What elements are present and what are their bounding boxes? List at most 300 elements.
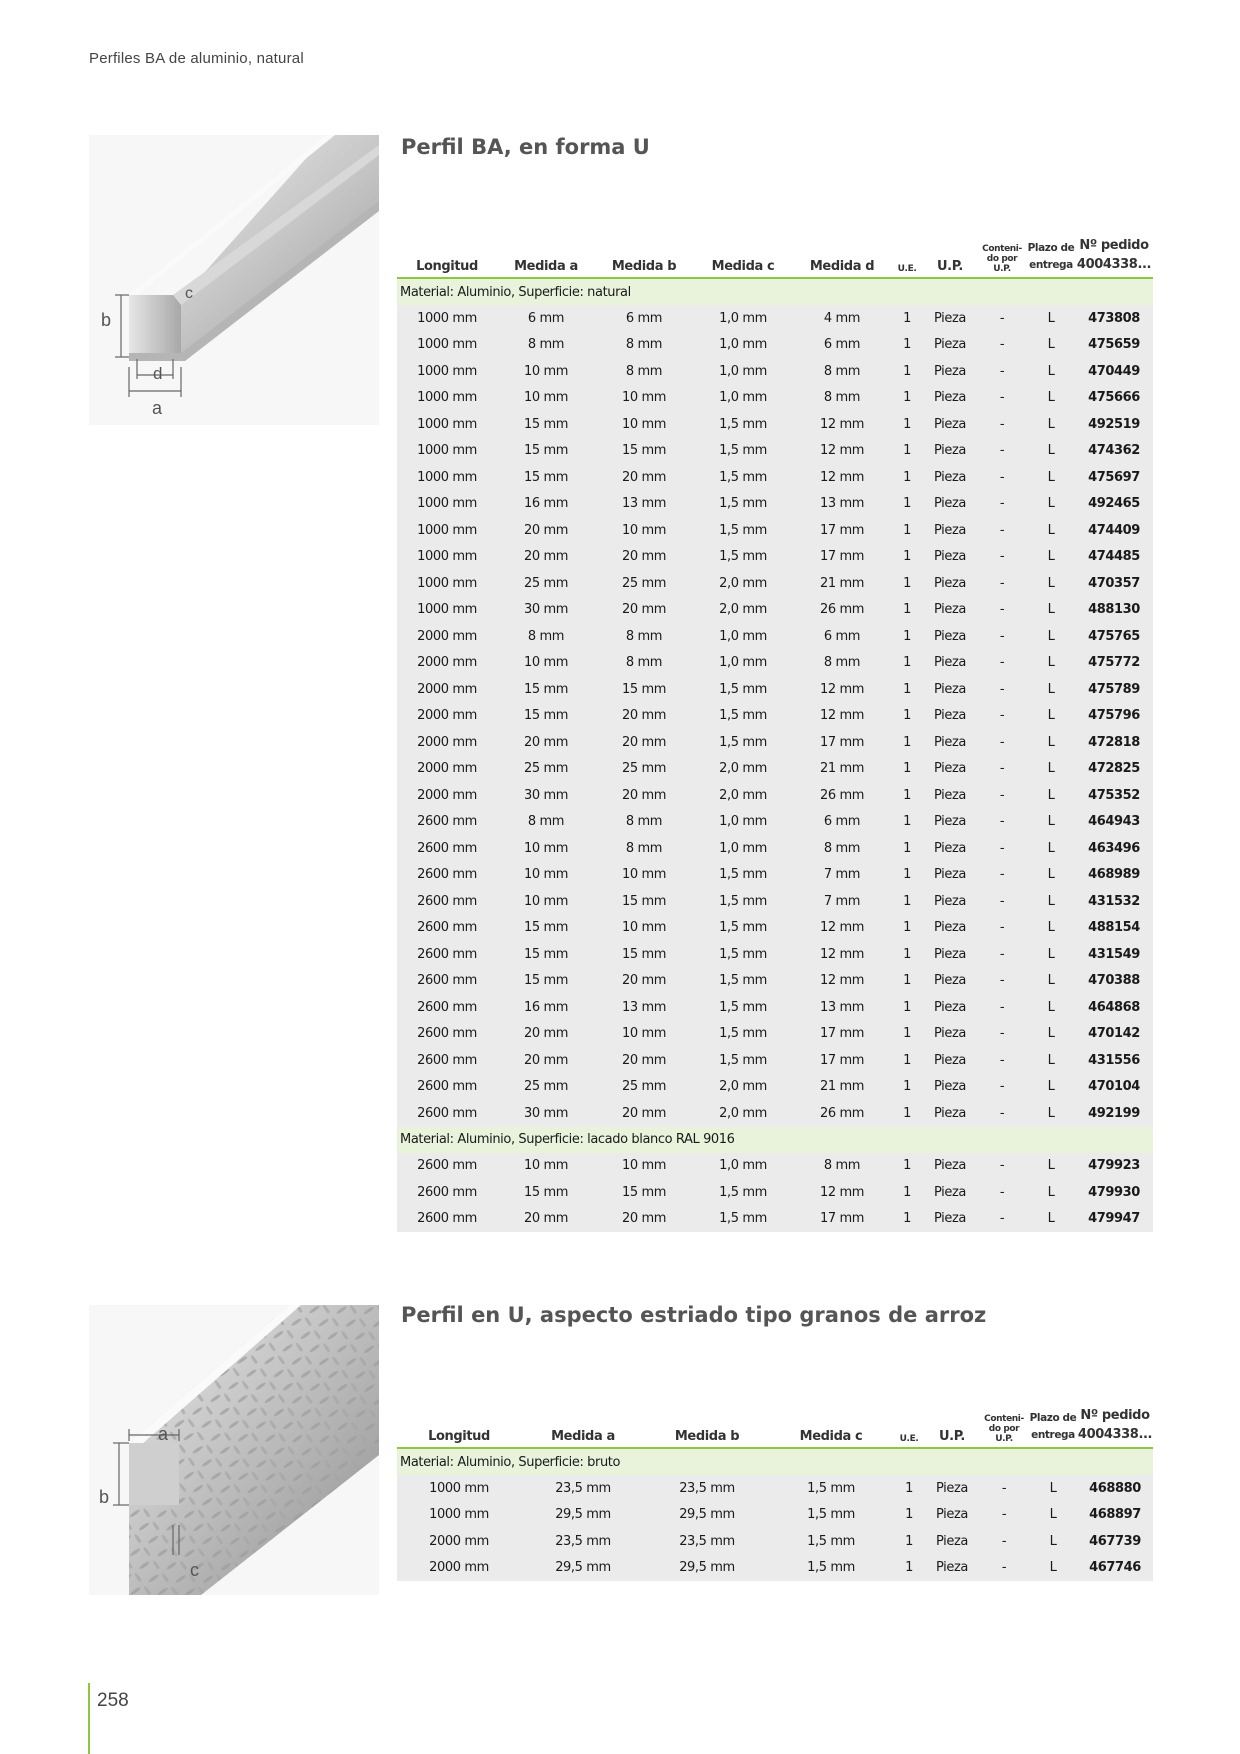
diagram-label-a: a <box>152 398 163 418</box>
table-cell: 20 mm <box>595 597 693 624</box>
table-row <box>397 782 1153 809</box>
table-cell: L <box>1027 809 1075 836</box>
table-cell: 1 <box>891 676 923 703</box>
table-cell: 8 mm <box>497 623 595 650</box>
table-cell: 1 <box>891 915 923 942</box>
table-row <box>397 411 1153 438</box>
order-number-cell: 470142 <box>1075 1021 1153 1048</box>
table-cell: 25 mm <box>497 570 595 597</box>
table-cell: L <box>1027 570 1075 597</box>
material-row <box>397 278 1153 305</box>
table-cell: L <box>1029 1475 1077 1502</box>
table-cell: 1000 mm <box>397 438 497 465</box>
table-cell: Pieza <box>923 676 977 703</box>
table-cell: 8 mm <box>793 650 891 677</box>
table-cell: 1,5 mm <box>693 411 793 438</box>
col-pedido <box>1077 1406 1153 1448</box>
table-cell: 12 mm <box>793 968 891 995</box>
col-plazo <box>1027 236 1075 278</box>
table-cell: 20 mm <box>595 729 693 756</box>
table-cell: Pieza <box>923 544 977 571</box>
table-cell: - <box>977 650 1027 677</box>
table-row <box>397 1555 1153 1582</box>
table-cell: 1,5 mm <box>769 1528 893 1555</box>
table-cell: 1 <box>891 994 923 1021</box>
table-cell: 6 mm <box>793 332 891 359</box>
table-cell: 1,5 mm <box>693 517 793 544</box>
order-number-cell: 488154 <box>1075 915 1153 942</box>
table-row <box>397 1206 1153 1233</box>
table-row <box>397 491 1153 518</box>
table-cell: 1000 mm <box>397 332 497 359</box>
table-cell: L <box>1027 941 1075 968</box>
table-cell: 20 mm <box>497 729 595 756</box>
order-number-cell: 479923 <box>1075 1153 1153 1180</box>
table-cell: 1,0 mm <box>693 623 793 650</box>
table-row <box>397 305 1153 332</box>
table-cell: 2600 mm <box>397 1206 497 1233</box>
table-cell: 1,5 mm <box>693 968 793 995</box>
table-cell: 2600 mm <box>397 941 497 968</box>
table-row <box>397 385 1153 412</box>
table-cell: 1 <box>893 1528 925 1555</box>
table-cell: 2600 mm <box>397 835 497 862</box>
table-cell: Pieza <box>925 1475 979 1502</box>
col-medida-c: Medida c <box>769 1406 893 1448</box>
table-cell: 1,0 mm <box>693 358 793 385</box>
table-cell: - <box>977 968 1027 995</box>
table-row <box>397 968 1153 995</box>
product-table-u <box>397 236 1153 1232</box>
table-row <box>397 332 1153 359</box>
order-number-cell: 475772 <box>1075 650 1153 677</box>
table-cell: 1000 mm <box>397 411 497 438</box>
table-cell: - <box>977 464 1027 491</box>
table-cell: 20 mm <box>595 1100 693 1127</box>
table-cell: - <box>977 782 1027 809</box>
col-contenido-line3: U.P. <box>995 1434 1013 1444</box>
table-row <box>397 1100 1153 1127</box>
col-pedido-line1: Nº pedido <box>1079 238 1149 253</box>
table-cell: L <box>1027 968 1075 995</box>
table-cell: 1,5 mm <box>693 464 793 491</box>
table-cell: 1 <box>891 729 923 756</box>
table-row <box>397 676 1153 703</box>
table-cell: 2000 mm <box>397 676 497 703</box>
col-pedido-line2: 4004338... <box>1077 1427 1153 1442</box>
table-cell: 1 <box>891 1047 923 1074</box>
table-cell: 1 <box>891 809 923 836</box>
table-row <box>397 888 1153 915</box>
table-cell: 2600 mm <box>397 1047 497 1074</box>
table-cell: 17 mm <box>793 729 891 756</box>
table-cell: 12 mm <box>793 941 891 968</box>
table-cell: - <box>979 1502 1029 1529</box>
table-cell: - <box>977 994 1027 1021</box>
table-cell: - <box>977 1153 1027 1180</box>
table-cell: Pieza <box>923 915 977 942</box>
table-cell: 1,5 mm <box>693 888 793 915</box>
table-cell: 1,5 mm <box>693 438 793 465</box>
table-cell: 1,5 mm <box>693 941 793 968</box>
table-cell: 1 <box>893 1555 925 1582</box>
order-number-cell: 475352 <box>1075 782 1153 809</box>
table-cell: 2000 mm <box>397 782 497 809</box>
table-cell: 26 mm <box>793 597 891 624</box>
table-cell: L <box>1027 358 1075 385</box>
table-cell: 2600 mm <box>397 1074 497 1101</box>
table-cell: 1 <box>891 464 923 491</box>
table-cell: 1 <box>893 1502 925 1529</box>
table-cell: Pieza <box>923 623 977 650</box>
table-cell: 1000 mm <box>397 570 497 597</box>
col-medida-b: Medida b <box>595 236 693 278</box>
table-cell: 13 mm <box>595 994 693 1021</box>
table-cell: 25 mm <box>595 756 693 783</box>
table-cell: L <box>1027 517 1075 544</box>
col-contenido-line2: do por <box>988 1424 1020 1434</box>
table-cell: 6 mm <box>793 809 891 836</box>
diagram-label-b: b <box>101 310 112 330</box>
table-cell: 1000 mm <box>397 1502 521 1529</box>
diagram-label-d: d <box>153 364 163 383</box>
table-cell: L <box>1029 1555 1077 1582</box>
table-cell: 15 mm <box>595 888 693 915</box>
table-cell: Pieza <box>923 729 977 756</box>
diagram-label-c: c <box>185 285 193 302</box>
table-cell: 1 <box>891 544 923 571</box>
table-cell: 1,0 mm <box>693 305 793 332</box>
table-cell: Pieza <box>923 756 977 783</box>
table-cell: L <box>1027 1074 1075 1101</box>
table-cell: 2000 mm <box>397 1555 521 1582</box>
table-cell: 8 mm <box>793 1153 891 1180</box>
table-cell: 12 mm <box>793 1179 891 1206</box>
table-row <box>397 1047 1153 1074</box>
table-cell: 2,0 mm <box>693 756 793 783</box>
table-cell: 25 mm <box>595 570 693 597</box>
table-cell: L <box>1027 994 1075 1021</box>
table-cell: 17 mm <box>793 517 891 544</box>
table-cell: 1,0 mm <box>693 332 793 359</box>
table-cell: 7 mm <box>793 862 891 889</box>
table-cell: 26 mm <box>793 782 891 809</box>
table-cell: 1 <box>891 411 923 438</box>
table-cell: L <box>1027 1179 1075 1206</box>
table-cell: 29,5 mm <box>521 1502 645 1529</box>
table-cell: 1 <box>891 358 923 385</box>
table-cell: 25 mm <box>497 756 595 783</box>
table-cell: 26 mm <box>793 1100 891 1127</box>
col-ue: U.E. <box>893 1406 925 1448</box>
order-number-cell: 463496 <box>1075 835 1153 862</box>
table-cell: 17 mm <box>793 1047 891 1074</box>
table-cell: 30 mm <box>497 1100 595 1127</box>
table-cell: - <box>977 438 1027 465</box>
table-cell: Pieza <box>923 1179 977 1206</box>
table-cell: 15 mm <box>497 411 595 438</box>
table-row <box>397 915 1153 942</box>
table-cell: L <box>1027 385 1075 412</box>
running-header: Perfiles BA de aluminio, natural <box>89 50 304 67</box>
table-cell: - <box>977 703 1027 730</box>
table-cell: L <box>1027 491 1075 518</box>
table-cell: 1 <box>891 703 923 730</box>
table-cell: 1000 mm <box>397 305 497 332</box>
table-cell: 1,5 mm <box>769 1502 893 1529</box>
table-cell: 1,5 mm <box>693 544 793 571</box>
table-cell: - <box>977 1100 1027 1127</box>
table-cell: 10 mm <box>595 385 693 412</box>
table-cell: 21 mm <box>793 1074 891 1101</box>
table-cell: 10 mm <box>595 517 693 544</box>
table-cell: 2000 mm <box>397 703 497 730</box>
table-cell: L <box>1027 1206 1075 1233</box>
table-cell: 2,0 mm <box>693 597 793 624</box>
table-cell: 1,5 mm <box>769 1555 893 1582</box>
table-cell: 1 <box>891 332 923 359</box>
table-cell: 16 mm <box>497 994 595 1021</box>
table-cell: Pieza <box>923 809 977 836</box>
table-cell: 10 mm <box>497 888 595 915</box>
order-number-cell: 464868 <box>1075 994 1153 1021</box>
table-row <box>397 623 1153 650</box>
order-number-cell: 474362 <box>1075 438 1153 465</box>
table-cell: 1000 mm <box>397 544 497 571</box>
table-cell: Pieza <box>923 650 977 677</box>
table-cell: 4 mm <box>793 305 891 332</box>
material-row <box>397 1448 1153 1475</box>
col-medida-b: Medida b <box>645 1406 769 1448</box>
table-cell: 2600 mm <box>397 888 497 915</box>
table-cell: 20 mm <box>595 968 693 995</box>
table-cell: 1,5 mm <box>693 915 793 942</box>
table-cell: 1,0 mm <box>693 385 793 412</box>
table-cell: 1,5 mm <box>769 1475 893 1502</box>
table-cell: L <box>1027 411 1075 438</box>
table-cell: L <box>1027 650 1075 677</box>
table-cell: 2600 mm <box>397 915 497 942</box>
table-cell: 8 mm <box>793 358 891 385</box>
table-cell: 29,5 mm <box>645 1502 769 1529</box>
table-cell: 2600 mm <box>397 862 497 889</box>
table-cell: 1000 mm <box>397 597 497 624</box>
table-cell: 20 mm <box>595 782 693 809</box>
order-number-cell: 488130 <box>1075 597 1153 624</box>
table-cell: 10 mm <box>497 650 595 677</box>
order-number-cell: 470357 <box>1075 570 1153 597</box>
table-cell: 30 mm <box>497 597 595 624</box>
table-cell: 1 <box>891 623 923 650</box>
table-cell: Pieza <box>923 994 977 1021</box>
table-cell: Pieza <box>923 570 977 597</box>
order-number-cell: 492465 <box>1075 491 1153 518</box>
table-cell: Pieza <box>925 1528 979 1555</box>
order-number-cell: 467739 <box>1077 1528 1153 1555</box>
col-ue: U.E. <box>891 236 923 278</box>
table-cell: 12 mm <box>793 676 891 703</box>
table-cell: L <box>1027 888 1075 915</box>
table-cell: Pieza <box>925 1502 979 1529</box>
table-cell: - <box>977 941 1027 968</box>
table-row <box>397 809 1153 836</box>
col-longitud: Longitud <box>397 236 497 278</box>
table-cell: 10 mm <box>595 1021 693 1048</box>
table-cell: 2,0 mm <box>693 1100 793 1127</box>
table-cell: L <box>1029 1528 1077 1555</box>
table-cell: 29,5 mm <box>521 1555 645 1582</box>
table-cell: 29,5 mm <box>645 1555 769 1582</box>
table-cell: 20 mm <box>595 1047 693 1074</box>
order-number-cell: 475659 <box>1075 332 1153 359</box>
table-row <box>397 994 1153 1021</box>
table-cell: L <box>1027 862 1075 889</box>
table-cell: L <box>1027 1153 1075 1180</box>
table-cell: Pieza <box>923 1047 977 1074</box>
table-cell: 1 <box>891 782 923 809</box>
product-table-ribbed-u <box>397 1406 1153 1581</box>
order-number-cell: 431532 <box>1075 888 1153 915</box>
col-medida-a: Medida a <box>521 1406 645 1448</box>
table-row <box>397 1153 1153 1180</box>
order-number-cell: 470104 <box>1075 1074 1153 1101</box>
table-cell: 21 mm <box>793 756 891 783</box>
table-cell: 10 mm <box>497 835 595 862</box>
product-photo-ribbed-u-profile <box>89 1305 379 1595</box>
table-cell: 15 mm <box>595 941 693 968</box>
table-cell: 16 mm <box>497 491 595 518</box>
table-cell: 1 <box>891 862 923 889</box>
table-cell: 2000 mm <box>397 729 497 756</box>
table-cell: 20 mm <box>497 1206 595 1233</box>
table-cell: 20 mm <box>497 544 595 571</box>
table-cell: 15 mm <box>595 438 693 465</box>
table-cell: 10 mm <box>595 915 693 942</box>
table-cell: 15 mm <box>497 464 595 491</box>
table-cell: 1 <box>891 1021 923 1048</box>
table-cell: L <box>1027 623 1075 650</box>
table-cell: 10 mm <box>497 1153 595 1180</box>
table-cell: 6 mm <box>595 305 693 332</box>
table-cell: Pieza <box>923 1021 977 1048</box>
table-row <box>397 703 1153 730</box>
table-cell: 20 mm <box>595 544 693 571</box>
order-number-cell: 472818 <box>1075 729 1153 756</box>
table-cell: 23,5 mm <box>645 1475 769 1502</box>
table-cell: - <box>979 1528 1029 1555</box>
table-cell: 20 mm <box>595 703 693 730</box>
table-cell: Pieza <box>923 411 977 438</box>
table-cell: 15 mm <box>497 968 595 995</box>
section-title: Perfil BA, en forma U <box>401 135 650 159</box>
table-cell: 8 mm <box>595 650 693 677</box>
table-cell: 1 <box>891 968 923 995</box>
order-number-cell: 474409 <box>1075 517 1153 544</box>
table-cell: Pieza <box>923 358 977 385</box>
table-row <box>397 1179 1153 1206</box>
table-cell: L <box>1027 332 1075 359</box>
table-cell: 1 <box>891 597 923 624</box>
table-row <box>397 729 1153 756</box>
table-cell: 10 mm <box>595 411 693 438</box>
table-cell: L <box>1027 756 1075 783</box>
table-row <box>397 1475 1153 1502</box>
table-cell: L <box>1027 676 1075 703</box>
table-cell: Pieza <box>923 517 977 544</box>
diagram-label-b: b <box>99 1487 110 1507</box>
table-cell: - <box>977 570 1027 597</box>
table-cell: 1 <box>891 1100 923 1127</box>
product-photo-u-profile <box>89 135 379 425</box>
table-row <box>397 1528 1153 1555</box>
table-cell: L <box>1027 1047 1075 1074</box>
table-cell: - <box>977 358 1027 385</box>
table-cell: 12 mm <box>793 703 891 730</box>
table-cell: 8 mm <box>595 358 693 385</box>
table-cell: 17 mm <box>793 1206 891 1233</box>
table-row <box>397 544 1153 571</box>
table-row <box>397 1502 1153 1529</box>
table-cell: 2000 mm <box>397 623 497 650</box>
table-cell: 1 <box>891 756 923 783</box>
table-row <box>397 650 1153 677</box>
page-number: 258 <box>97 1690 129 1711</box>
section-title: Perfil en U, aspecto estriado tipo granos de arroz <box>401 1303 987 1327</box>
table-cell: 23,5 mm <box>521 1475 645 1502</box>
table-cell: - <box>977 1206 1027 1233</box>
table-cell: L <box>1027 703 1075 730</box>
table-cell: Pieza <box>923 1074 977 1101</box>
table-cell: 1000 mm <box>397 358 497 385</box>
table-cell: 10 mm <box>497 358 595 385</box>
table-cell: - <box>977 491 1027 518</box>
table-cell: 2600 mm <box>397 994 497 1021</box>
table-cell: 1 <box>891 835 923 862</box>
table-cell: - <box>977 1179 1027 1206</box>
table-cell: 15 mm <box>595 676 693 703</box>
table-cell: Pieza <box>923 1100 977 1127</box>
order-number-cell: 468989 <box>1075 862 1153 889</box>
table-cell: 2,0 mm <box>693 570 793 597</box>
order-number-cell: 475796 <box>1075 703 1153 730</box>
table-cell: 1,0 mm <box>693 650 793 677</box>
table-cell: 8 mm <box>595 332 693 359</box>
table-cell: 1 <box>891 650 923 677</box>
order-number-cell: 492519 <box>1075 411 1153 438</box>
table-cell: Pieza <box>923 1153 977 1180</box>
table-cell: Pieza <box>923 491 977 518</box>
table-row <box>397 358 1153 385</box>
table-cell: - <box>977 305 1027 332</box>
order-number-cell: 479947 <box>1075 1206 1153 1233</box>
table-cell: 2600 mm <box>397 968 497 995</box>
table-cell: 2,0 mm <box>693 1074 793 1101</box>
col-longitud: Longitud <box>397 1406 521 1448</box>
table-cell: 1,5 mm <box>693 491 793 518</box>
table-cell: 2,0 mm <box>693 782 793 809</box>
table-row <box>397 464 1153 491</box>
table-cell: 1 <box>891 491 923 518</box>
col-medida-c: Medida c <box>693 236 793 278</box>
col-contenido <box>977 236 1027 278</box>
col-contenido-line2: do por <box>986 254 1018 264</box>
table-cell: - <box>977 332 1027 359</box>
table-cell: 2600 mm <box>397 1021 497 1048</box>
table-cell: 1 <box>891 438 923 465</box>
order-number-cell: 467746 <box>1077 1555 1153 1582</box>
table-cell: 15 mm <box>497 941 595 968</box>
table-cell: Pieza <box>923 332 977 359</box>
